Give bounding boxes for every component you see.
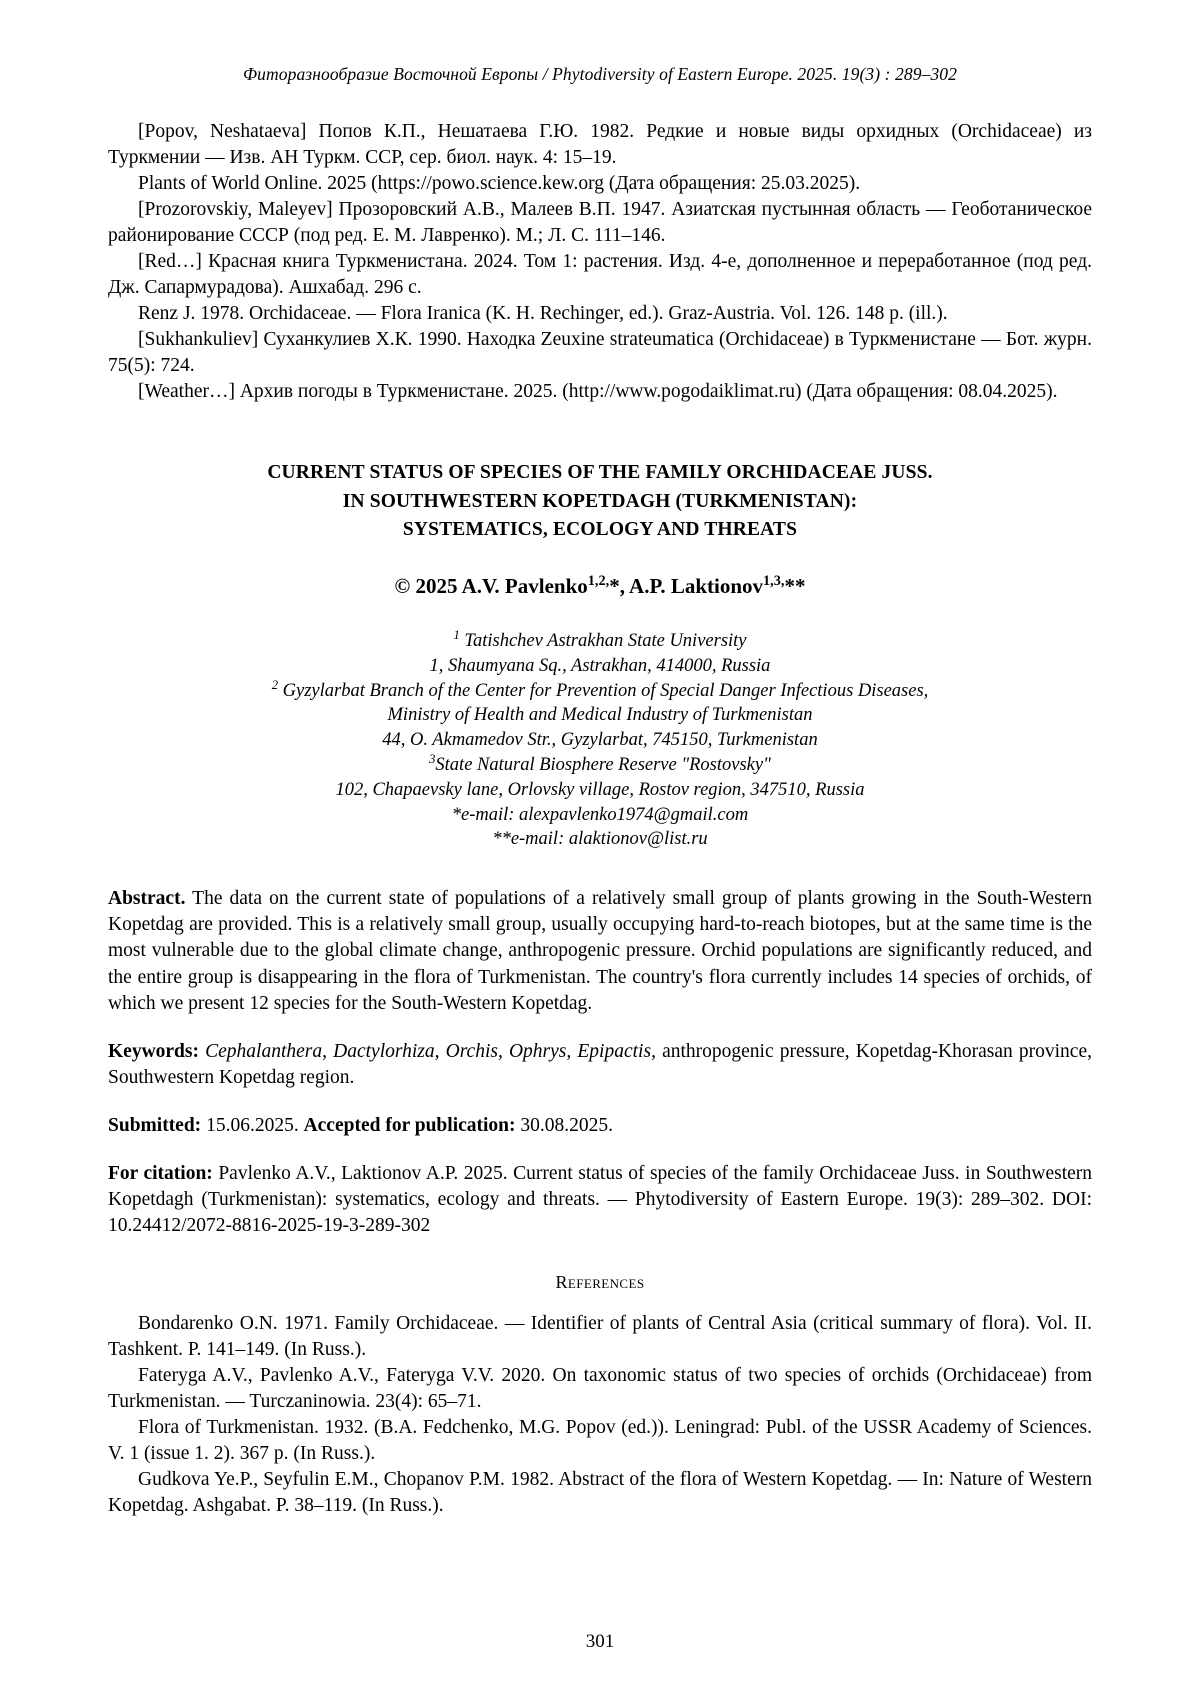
references-bottom-block [108, 1311, 1092, 1519]
reference-item: Gudkova Ye.P., Seyfulin E.M., Chopanov P.M. 1982. Abstract of the flora of Western Kopetdag. — In: Nature of Western Kopetdag. Ashgabat. P. 38–119. (In Russ.). [108, 1468, 1092, 1516]
reference-item: [Prozorovskiy, Maleyev] Прозоровский А.В., Малеев В.П. 1947. Азиатская пустынная область — Геоботаническое районирование СССР (под ред. Е. М. Лавренко). М.; Л. С. 111–146. [108, 199, 1092, 247]
affiliation-text: Gyzylarbat Branch of the Center for Prevention of Special Danger Infectious Diseases, [278, 680, 929, 701]
affiliation-line [108, 703, 1092, 728]
affiliation-text: Tatishchev Astrakhan State University [459, 631, 747, 652]
affiliation-marker: 2 [271, 677, 278, 692]
running-head: Фиторазнообразие Восточной Европы / Phytodiversity of Eastern Europe. 2025. 19(3) : 289–302 [242, 64, 957, 84]
article-title-line-1: CURRENT STATUS OF SPECIES OF THE FAMILY ORCHIDACEAE JUSS. [267, 462, 933, 484]
reference-item: Bondarenko O.N. 1971. Family Orchidaceae. — Identifier of plants of Central Asia (critical summary of flora). Vol. II. Tashkent. P. 141–149. (In Russ.). [108, 1312, 1092, 1360]
reference-item: Plants of World Online. 2025 (https://powo.science.kew.org (Дата обращения: 25.03.2025). [138, 173, 861, 195]
affiliation-line [108, 679, 1092, 704]
affiliation-marker: 1 [453, 627, 460, 642]
email-line-primary [108, 803, 1092, 828]
author-name-1: A.V. Pavlenko [461, 574, 588, 599]
reference-item: [Red…] Красная книга Туркменистана. 2024. Том 1: растения. Изд. 4-е, дополненное и переработанное (под ред. Дж. Сапармурадова). Ашхабад. 296 с. [108, 251, 1092, 299]
keywords-taxa: Cephalanthera, Dactylorhiza, Orchis, Ophrys, Epipactis [199, 1040, 652, 1062]
reference-item: Renz J. 1978. Orchidaceae. — Flora Iranica (K. H. Rechinger, ed.). Graz-Austria. Vol. 126. 148 p. (ill.). [138, 303, 948, 325]
abstract-text: The data on the current state of populations of a relatively small group of plants growing in the South-Western Kopetdag are provided. This is a relatively small group, usually occupying hard-to-reach biotopes, but at the same time is the most vulnerable due to the global climate change, anthropogenic pressure. Orchid populations are significantly reduced, and the entire group is disappearing in the flora of Turkmenistan. The country's flora currently includes 14 species of orchids, of which we present 12 species for the South-Western Kopetdag. [108, 888, 1092, 1014]
submission-dates [108, 1113, 1092, 1139]
author-separator: , [619, 574, 630, 599]
affiliation-text: 102, Chapaevsky lane, Orlovsky village, Rostov region, 347510, Russia [335, 779, 865, 800]
affiliation-block [108, 629, 1092, 852]
reference-item: Fateryga A.V., Pavlenko A.V., Fateryga V.V. 2020. On taxonomic status of two species of orchids (Orchidaceae) from Turkmenistan. — Turczaninowia. 23(4): 65–71. [108, 1364, 1092, 1412]
affiliation-text: 44, O. Akmamedov Str., Gyzylarbat, 745150, Turkmenistan [382, 730, 818, 751]
copyright-notice: © 2025 [394, 574, 462, 599]
affiliation-line [108, 778, 1092, 803]
affiliation-text: 1, Shaumyana Sq., Astrakhan, 414000, Russia [429, 655, 771, 676]
affiliation-line [108, 753, 1092, 778]
author-affiliation-marker-1: 1,2, [587, 573, 610, 590]
affiliation-marker: 3 [429, 751, 436, 766]
author-correspondence-marker-2: ** [784, 574, 806, 599]
affiliation-text: Ministry of Health and Medical Industry of Turkmenistan [387, 705, 813, 726]
reference-item: [Sukhankuliev] Суханкулиев Х.К. 1990. Находка Zeuxine strateumatica (Orchidaceae) в Туркменистане — Бот. журн. 75(5): 724. [108, 329, 1092, 377]
citation-text: Pavlenko A.V., Laktionov A.P. 2025. Current status of species of the family Orchidaceae Juss. in Southwestern Kopetdagh (Turkmenistan): systematics, ecology and threats. — Phytodiversity of Eastern Europe. 19(3): 289–302. DOI: 10.24412/2072-8816-2025-19-3-289-302 [108, 1163, 1093, 1237]
reference-item: [Weather…] Архив погоды в Туркменистане. 2025. (http://www.pogodaiklimat.ru) (Дата обращения: 08.04.2025). [138, 381, 1058, 403]
keywords-label: Keywords: [108, 1040, 199, 1062]
references-top-block [108, 119, 1092, 405]
author-affiliation-marker-2: 1,3, [763, 573, 785, 590]
affiliation-line [108, 629, 1092, 654]
references-heading: References [555, 1271, 645, 1292]
submitted-label: Submitted: [108, 1115, 202, 1137]
author-name-2: A.P. Laktionov [629, 574, 764, 599]
accepted-value: 30.08.2025. [515, 1115, 614, 1137]
email-text: *e-mail: alexpavlenko1974@gmail.com [451, 804, 749, 825]
accepted-label: Accepted for publication: [303, 1115, 516, 1137]
article-title-line-3: SYSTEMATICS, ECOLOGY AND THREATS [402, 518, 798, 540]
abstract-label: Abstract. [108, 888, 186, 910]
citation-section [108, 1161, 1092, 1239]
article-title [108, 459, 1092, 544]
keywords-rest: , anthropogenic pressure, Kopetdag-Khorasan province, Southwestern Kopetdag region. [108, 1040, 1092, 1088]
affiliation-line [108, 728, 1092, 753]
abstract-section [108, 886, 1092, 1017]
keywords-section [108, 1039, 1092, 1091]
email-line-secondary [108, 827, 1092, 852]
author-correspondence-marker-1: * [609, 574, 620, 599]
submitted-value: 15.06.2025. [201, 1115, 304, 1137]
email-text: **e-mail: alaktionov@list.ru [492, 829, 708, 850]
author-list [108, 574, 1092, 599]
affiliation-text: State Natural Biosphere Reserve "Rostovsky" [435, 755, 771, 776]
article-title-line-2: IN SOUTHWESTERN KOPETDAGH (TURKMENISTAN): [342, 490, 858, 512]
reference-item: Flora of Turkmenistan. 1932. (B.A. Fedchenko, M.G. Popov (ed.)). Leningrad: Publ. of the USSR Academy of Sciences. V. 1 (issue 1. 2). 367 p. (In Russ.). [108, 1416, 1092, 1464]
page-number: 301 [585, 1631, 615, 1652]
reference-item: [Popov, Neshataeva] Попов К.П., Нешатаева Г.Ю. 1982. Редкие и новые виды орхидных (Orchidaceae) из Туркмении — Изв. АН Туркм. ССР, сер. биол. наук. 4: 15–19. [108, 121, 1092, 169]
affiliation-line [108, 654, 1092, 679]
citation-label: For citation: [108, 1163, 213, 1185]
